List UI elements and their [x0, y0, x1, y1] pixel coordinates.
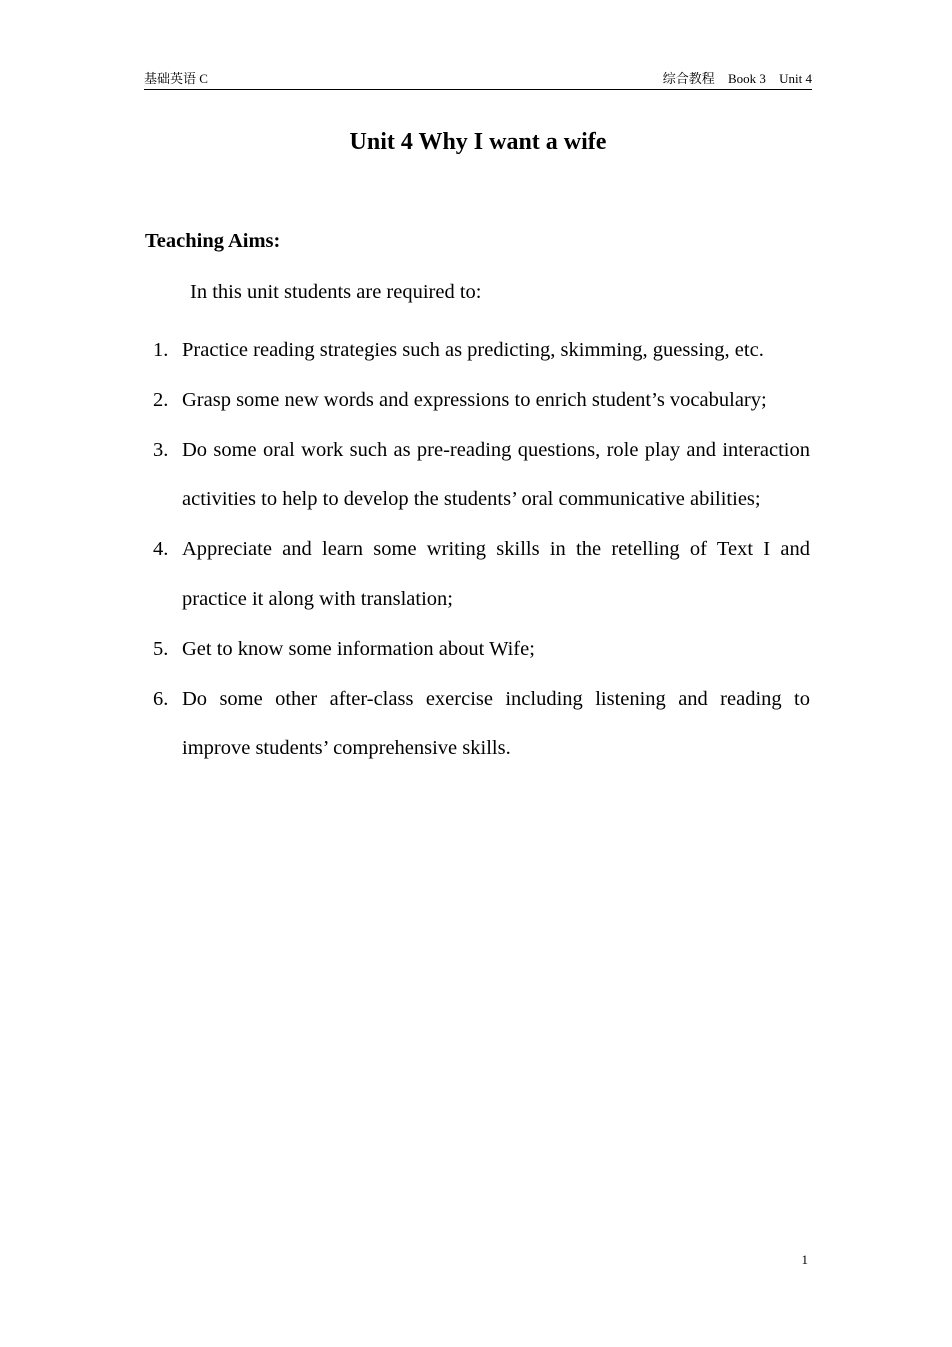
- list-item-text: Do some other after-class exercise including listening and reading to improve students’ comprehensive skills.: [182, 687, 810, 760]
- list-item: [145, 376, 810, 426]
- header-unit: Unit 4: [779, 71, 812, 86]
- list-item-number: 3.: [153, 438, 169, 461]
- list-item-number: 1.: [153, 339, 169, 361]
- list-item: [145, 675, 810, 775]
- list-item: [145, 625, 810, 675]
- page-number: 1: [801, 1252, 808, 1267]
- section-heading: Teaching Aims:: [145, 230, 281, 252]
- list-item-text: Grasp some new words and expressions to enrich student’s vocabulary;: [182, 388, 767, 411]
- document-title: Unit 4 Why I want a wife: [349, 129, 607, 155]
- list-item-text: Appreciate and learn some writing skills in the retelling of Text I and practice it along with translation;: [182, 538, 810, 610]
- list-item-text: Practice reading strategies such as predicting, skimming, guessing, etc.: [182, 339, 764, 361]
- page-header: [144, 70, 812, 90]
- header-book: Book 3: [727, 71, 766, 86]
- list-item-number: 5.: [153, 637, 169, 660]
- list-item-number: 4.: [153, 538, 169, 561]
- list-item-text: Get to know some information about Wife;: [182, 637, 535, 660]
- section-intro: In this unit students are required to:: [190, 281, 482, 303]
- list-item: [145, 326, 810, 376]
- header-course-name: 基础英语 C: [144, 71, 208, 86]
- list-item: [145, 525, 810, 625]
- header-course-type: 综合教程: [662, 71, 715, 86]
- header-book-info: [663, 70, 812, 88]
- list-item: [145, 426, 810, 526]
- teaching-aims-list: [145, 326, 810, 774]
- list-item-text: Do some oral work such as pre-reading questions, role play and interaction activities to help to develop the students’ oral communicative abilities;: [182, 438, 810, 511]
- list-item-number: 6.: [153, 687, 169, 710]
- list-item-number: 2.: [153, 388, 169, 411]
